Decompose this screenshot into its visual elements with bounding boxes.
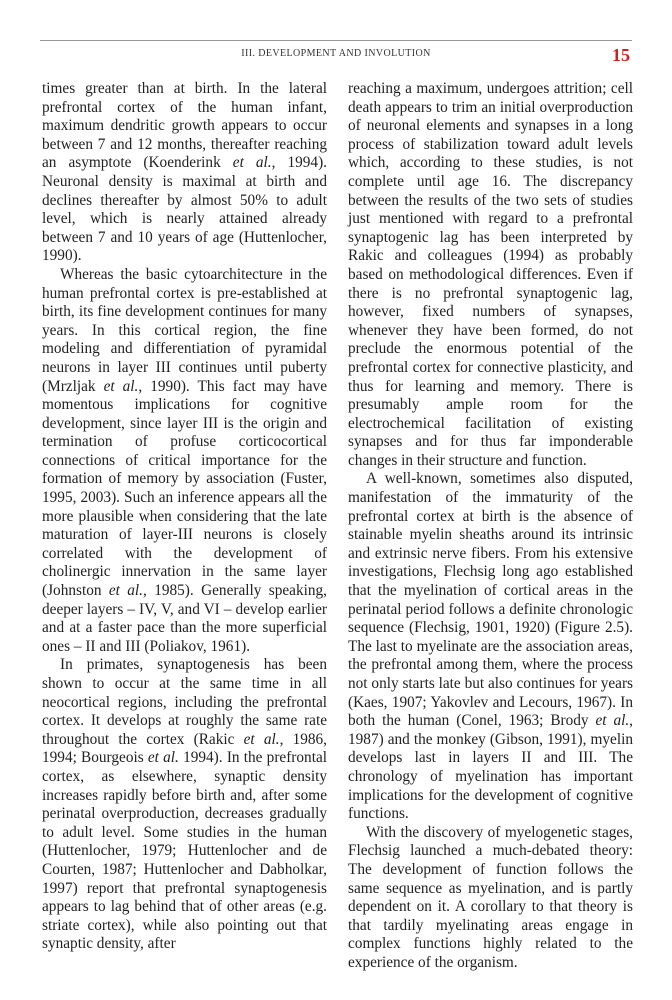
paragraph: Whereas the basic cytoarchitecture in the human prefrontal cortex is pre-established at birth, its fine development continues for many years. In this cortical region, the fine modeling and differentiation of pyramidal neurons in layer III continues until puberty (Mrzljak et al., 1990). This fact may have momentous implications for cognitive development, since layer III is the origin and termination of profuse corticocortical connections of critical importance for the formation of memory by association (Fuster, 1995, 2003). Such an inference appears all the more plausible when considering that the late maturation of layer-III neurons is closely correlated with the development of cholinergic innervation in the same layer (Johnston et al., 1985). Generally speaking, deeper layers – IV, V, and VI – develop earlier and at a faster pace than the more superficial ones – II and III (Poliakov, 1961). <box>42 265 327 655</box>
paragraph: A well-known, sometimes also disputed, manifestation of the immaturity of the prefrontal cortex at birth is the absence of stainable myelin sheaths around its intrinsic and extrinsic nerve fibers. From his extensive investigations, Flechsig long ago established that the myelination of cortical areas in the perinatal period follows a definite chronologic sequence (Flechsig, 1901, 1920) (Figure 2.5). The last to myelinate are the association areas, the prefrontal among them, where the process not only starts late but also continues for years (Kaes, 1907; Yakovlev and Lecours, 1967). In both the human (Conel, 1963; Brody et al., 1987) and the monkey (Gibson, 1991), myelin develops last in layers II and III. The chronology of myelination has important implications for the development of cognitive functions. <box>348 470 633 823</box>
paragraph: With the discovery of myelogenetic stages, Flechsig launched a much-debated theory: The development of function follows the same sequence as myelination, and is partly dependent on it. A corollary to that theory is that tardily myelinating areas engage in complex functions highly related to the experience of the organism. <box>348 823 633 971</box>
paragraph: In primates, synaptogenesis has been shown to occur at the same time in all neocortical regions, including the prefrontal cortex. It develops at roughly the same rate throughout the cortex (Rakic et al., 1986, 1994; Bourgeois et al. 1994). In the prefrontal cortex, as elsewhere, synaptic density increases rapidly before birth and, after some perinatal overproduction, decreases gradually to adult level. Some studies in the human (Huttenlocher, 1979; Huttenlocher and de Courten, 1987; Huttenlocher and Dabholkar, 1997) report that prefrontal synaptogenesis appears to lag behind that of other areas (e.g. striate cortex), while also pointing out that synaptic density, after <box>42 656 327 953</box>
paragraph: times greater than at birth. In the lateral prefrontal cortex of the human infant, maximum dendritic growth appears to occur between 7 and 12 months, thereafter reaching an asymptote (Koenderink et al., 1994). Neuronal density is maximal at birth and declines thereafter by almost 50% to adult level, which is nearly attained already between 7 and 10 years of age (Huttenlocher, 1990). <box>42 80 327 265</box>
page-number: 15 <box>612 45 630 65</box>
left-column <box>42 80 327 954</box>
running-head: III. DEVELOPMENT AND INVOLUTION <box>241 48 431 59</box>
page-header <box>40 40 632 67</box>
right-column <box>348 80 633 973</box>
paragraph: reaching a maximum, undergoes attrition; cell death appears to trim an initial overproduction of neuronal elements and synapses in a long process of stabilization toward adult levels which, according to these studies, is not complete until age 16. The discrepancy between the results of the two sets of studies just mentioned with regard to a prefrontal synaptogenic lag has been interpreted by Rakic and colleagues (1994) as probably based on methodological differences. Even if there is no prefrontal synaptogenic lag, however, fixed numbers of synapses, whenever they have been formed, do not preclude the enormous potential of the prefrontal cortex for connective plasticity, and thus for learning and memory. There is presumably ample room for the electrochemical facilitation of existing synapses and for thus far imponderable changes in their structure and function. <box>348 80 633 469</box>
